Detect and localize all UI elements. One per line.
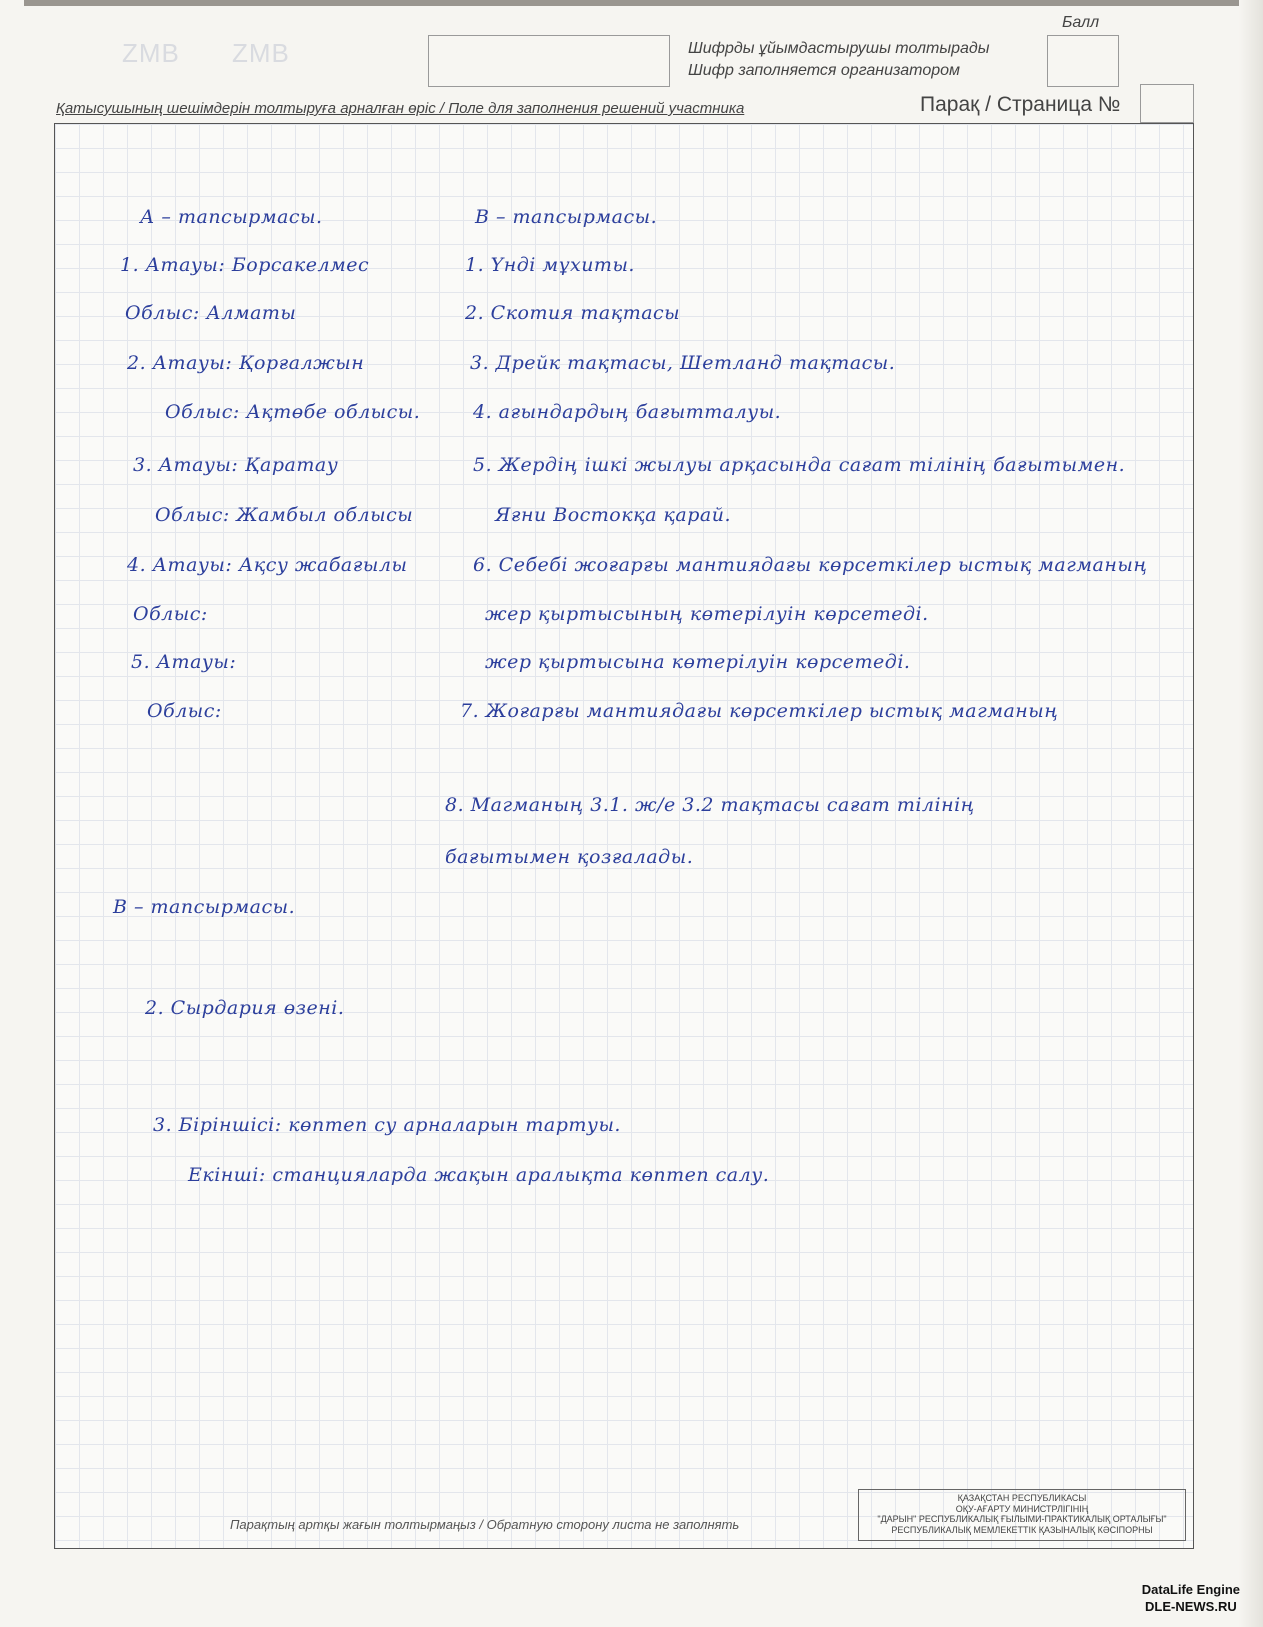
handwritten-line: 2. Сырдария өзені. [145,997,345,1019]
handwritten-line: бағытымен қозғалады. [445,846,694,868]
scan-right-shadow [1239,0,1263,1627]
answer-grid [54,123,1194,1549]
stamp-line: ОҚУ-АҒАРТУ МИНИСТРЛІГІНІҢ [955,1503,1089,1514]
page-number-field[interactable] [1140,84,1194,123]
handwritten-line: 4. Атауы: Ақсу жабағылы [127,554,408,576]
handwritten-line: жер қыртысына көтерілуін көрсетеді. [485,651,911,673]
site-url: DLE-NEWS.RU [1145,1599,1237,1614]
handwritten-line: жер қыртысының көтерілуін көрсетеді. [485,603,929,625]
handwritten-line: Облыс: Жамбыл облысы [155,504,414,526]
stamp-line: РЕСПУБЛИКАЛЫҚ МЕМЛЕКЕТТІК ҚАЗЫНАЛЫҚ КӘСІПОРНЫ [891,1524,1153,1535]
stamp-line: "ДАРЫН" РЕСПУБЛИКАЛЫҚ ҒЫЛЫМИ-ПРАКТИКАЛЫҚ ОРТАЛЫҒЫ" [877,1514,1167,1524]
footer-note: Парақтың артқы жағын толтырмаңыз / Обратную сторону листа не заполнять [230,1517,740,1532]
site-watermark [1142,1581,1240,1615]
handwritten-line: 7. Жоғарғы мантиядағы көрсеткілер ыстық магманың [460,700,1059,722]
handwritten-line: 3. Дрейк тақтасы, Шетланд тақтасы. [470,352,896,374]
handwritten-line: Облыс: Ақтөбе облысы. [165,401,421,423]
site-name: DataLife Engine [1141,1582,1240,1597]
page-number-label: Парақ / Страница № [920,93,1121,116]
watermark-logo: ZMB [232,38,290,68]
institution-stamp [858,1489,1186,1541]
score-field[interactable] [1047,35,1119,87]
scan-top-edge [24,0,1239,6]
handwritten-line: 2. Атауы: Қорғалжын [127,352,365,374]
handwritten-line: 1. Атауы: Борсакелмес [120,254,370,276]
handwritten-line: 3. Атауы: Қаратау [133,454,339,476]
handwritten-line: Облыс: [133,603,208,625]
handwritten-line: 1. Үнді мұхиты. [465,254,635,276]
handwritten-line: Облыс: Алматы [125,302,297,324]
watermark-logo: ZMB [122,38,180,68]
handwritten-line: 3. Біріншісі: көптеп су арналарын тартуы. [153,1114,621,1136]
handwritten-line: Яғни Востокқа қарай. [495,504,732,526]
cipher-label-kz: Шифрды ұйымдастырушы толтырады [688,40,990,57]
handwritten-line: Облыс: [147,700,222,722]
score-label: Балл [1062,14,1100,31]
handwritten-line: 5. Жердің ішкі жылуы арқасында сағат тілінің бағытымен. [473,454,1126,476]
cipher-instructions [688,38,990,82]
handwritten-line: В – тапсырмасы. [113,896,296,918]
cipher-field[interactable] [428,35,670,87]
handwritten-line: В – тапсырмасы. [475,206,658,228]
answer-field-label: Қатысушының шешімдерін толтыруға арналған өріс / Поле для заполнения решений участника [56,100,745,117]
handwritten-line: 8. Магманың 3.1. ж/е 3.2 тақтасы сағат тілінің [445,794,975,816]
handwritten-line: Екінші: станцияларда жақын аралықта көптеп салу. [188,1164,770,1186]
handwritten-line: 2. Скотия тақтасы [465,302,681,324]
handwritten-line: А – тапсырмасы. [140,206,323,228]
handwritten-line: 4. ағындардың бағытталуы. [473,401,782,423]
cipher-label-ru: Шифр заполняется организатором [688,62,960,79]
stamp-line: ҚАЗАҚСТАН РЕСПУБЛИКАСЫ [957,1493,1087,1503]
handwritten-line: 5. Атауы: [131,651,237,673]
handwritten-line: 6. Себебі жоғарғы мантиядағы көрсеткілер ыстық магманың [473,554,1148,576]
